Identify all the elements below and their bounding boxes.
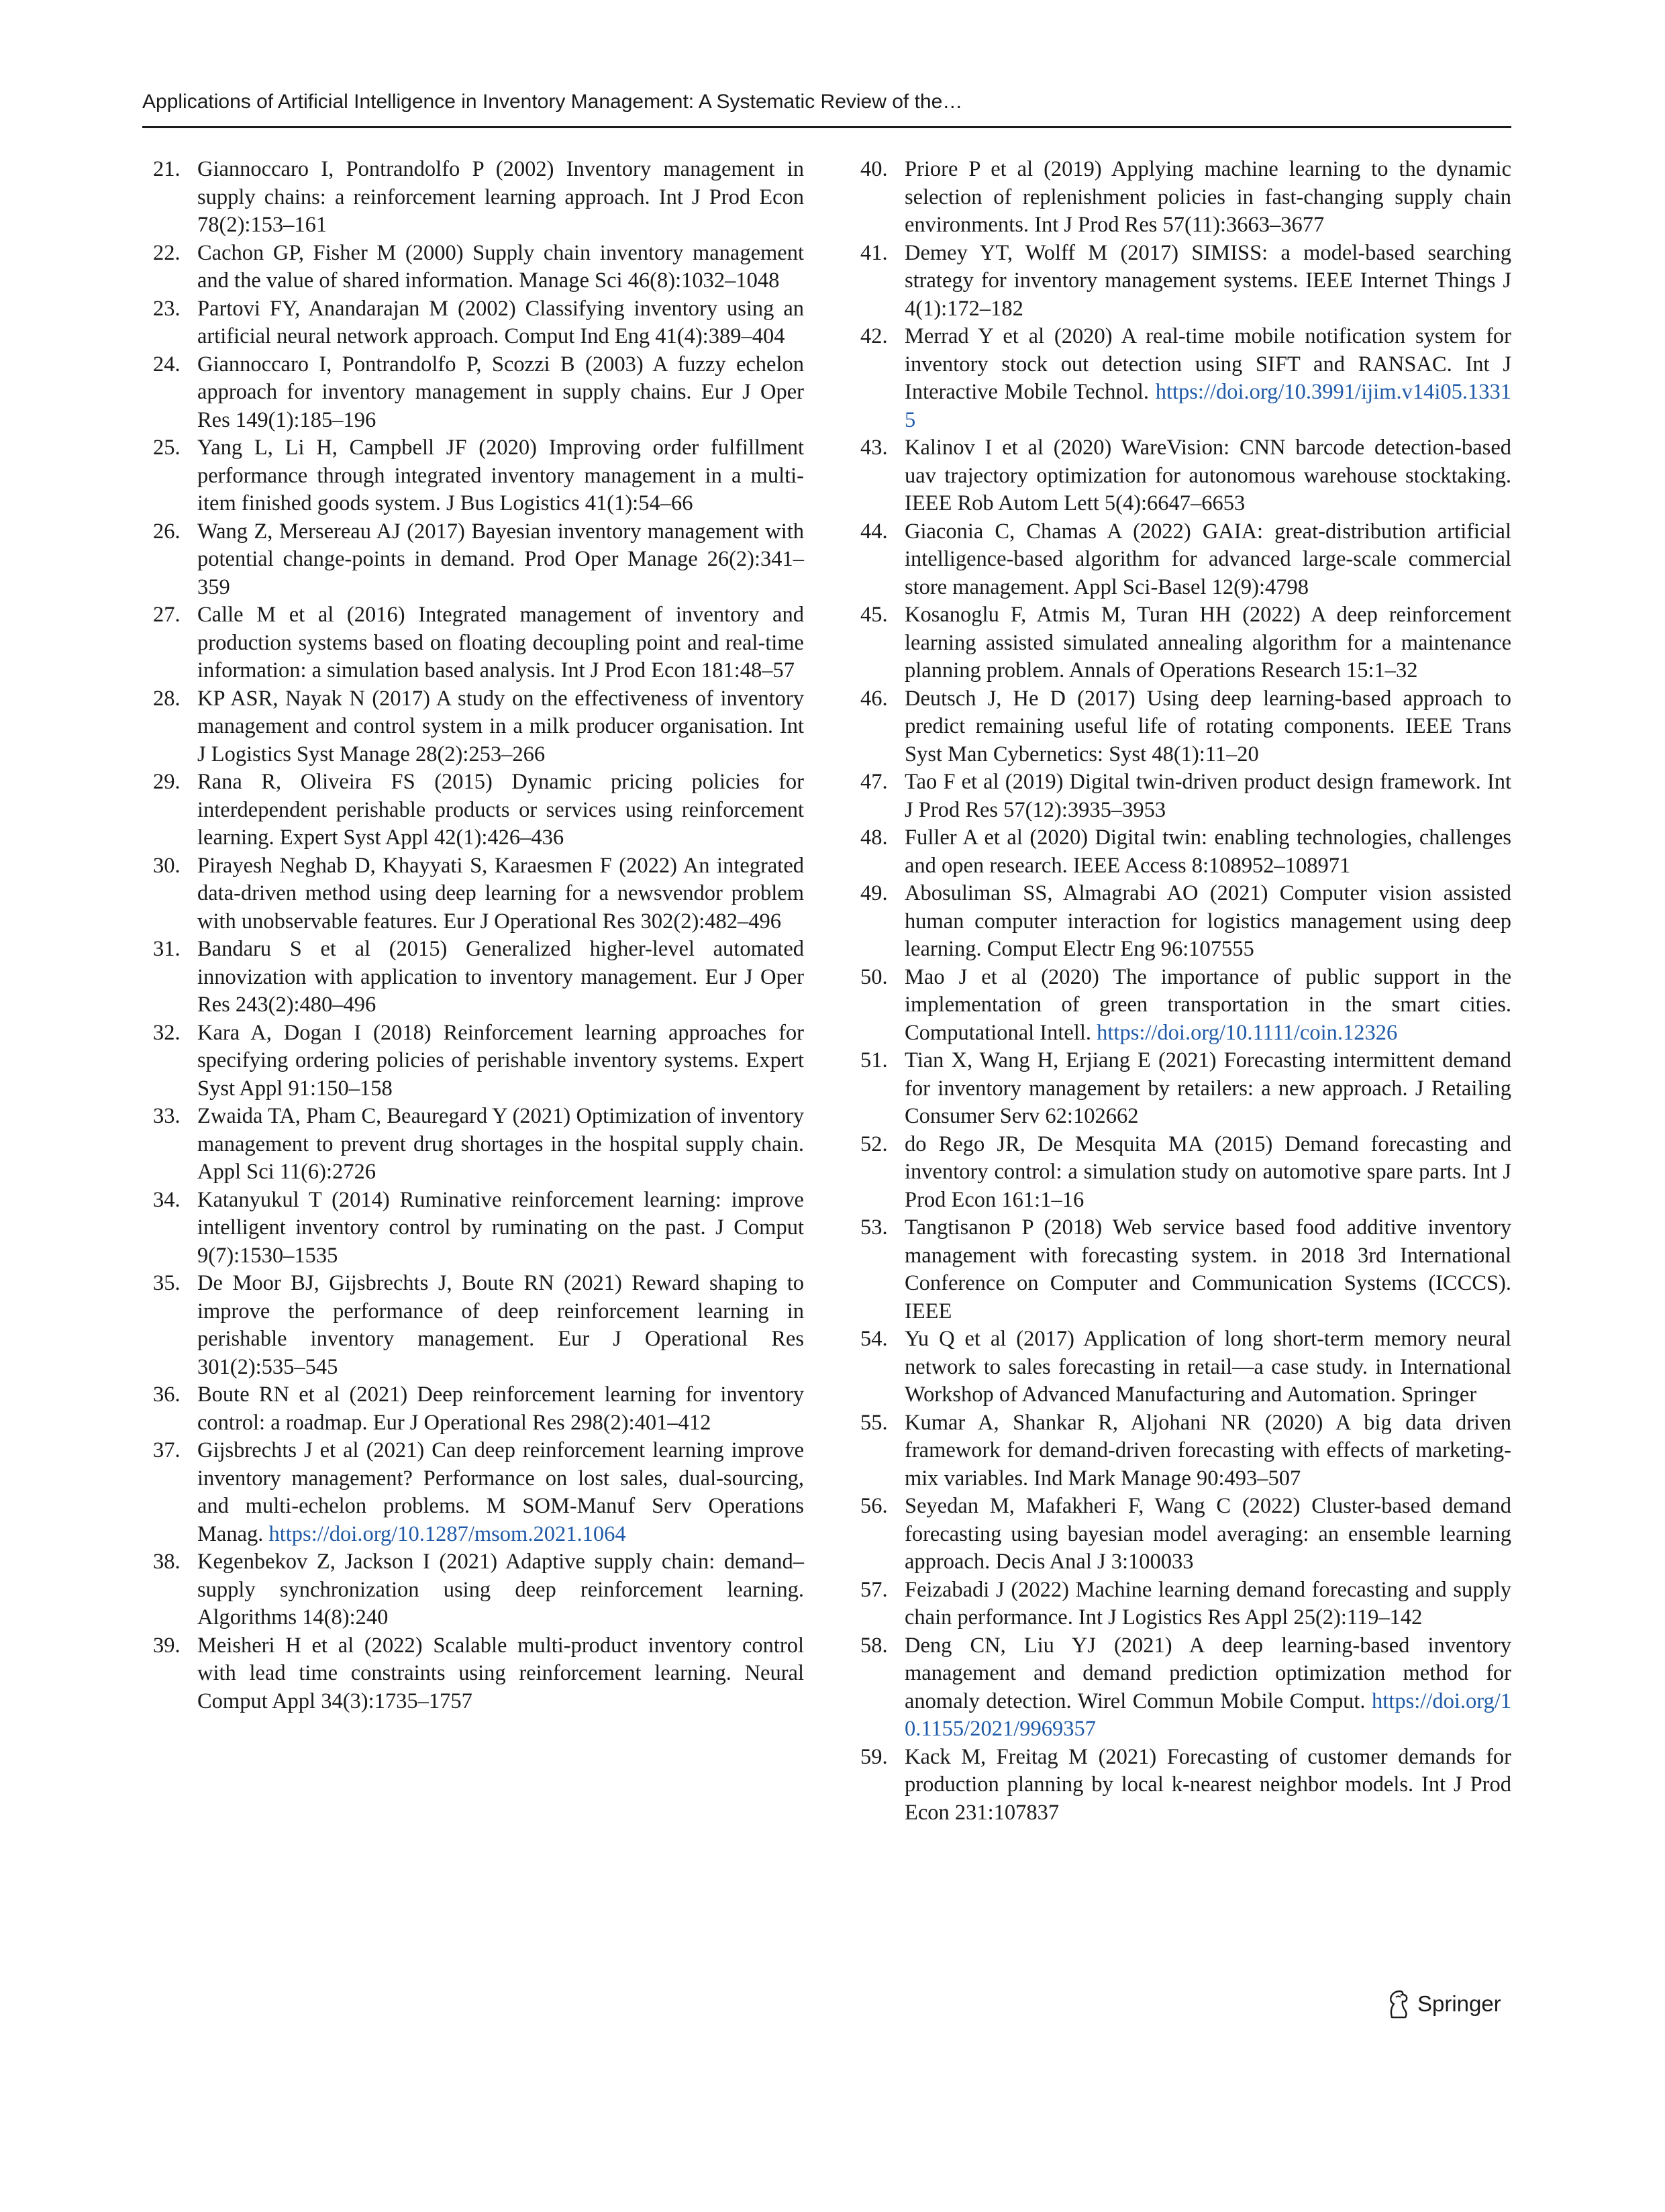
- reference-entry: [860, 601, 1511, 685]
- reference-text: [905, 964, 1511, 1048]
- reference-list-right: [860, 156, 1511, 1827]
- reference-text: [905, 323, 1511, 434]
- springer-horse-icon: [1385, 1989, 1411, 2019]
- reference-entry: [153, 852, 804, 936]
- reference-number: 35.: [153, 1271, 181, 1295]
- reference-text: [197, 1437, 804, 1548]
- reference-number: 34.: [153, 1187, 181, 1212]
- reference-citation: Giannoccaro I, Pontrandolfo P, Scozzi B (2003) A fuzzy echelon approach for inventory management in supply chains. Eur J Oper Res 149(1):185–196: [197, 352, 804, 432]
- reference-citation: Kegenbekov Z, Jackson I (2021) Adaptive supply chain: demand–supply synchronization using deep reinforcement learning. Algorithms 14(8):240: [197, 1550, 804, 1629]
- reference-entry: [860, 768, 1511, 824]
- reference-number: 57.: [860, 1577, 888, 1602]
- reference-text: [905, 156, 1511, 240]
- reference-citation: De Moor BJ, Gijsbrechts J, Boute RN (2021) Reward shaping to improve the performance of deep reinforcement learning in perishable inventory management. Eur J Operational Res 301(2):535–545: [197, 1271, 804, 1379]
- reference-citation: Cachon GP, Fisher M (2000) Supply chain inventory management and the value of shared information. Manage Sci 46(8):1032–1048: [197, 240, 804, 293]
- reference-number: 59.: [860, 1744, 888, 1769]
- reference-citation: Partovi FY, Anandarajan M (2002) Classifying inventory using an artificial neural network approach. Comput Ind Eng 41(4):389–404: [197, 296, 804, 348]
- reference-citation: Tao F et al (2019) Digital twin-driven product design framework. Int J Prod Res 57(12):3935–3953: [905, 770, 1511, 822]
- reference-citation: Zwaida TA, Pham C, Beauregard Y (2021) Optimization of inventory management to prevent drug shortages in the hospital supply chain. Appl Sci 11(6):2726: [197, 1104, 804, 1184]
- reference-text: [197, 936, 804, 1019]
- reference-text: [197, 1632, 804, 1716]
- reference-entry: [860, 964, 1511, 1048]
- reference-text: [197, 1548, 804, 1632]
- reference-entry: [860, 1632, 1511, 1744]
- reference-entry: [153, 1019, 804, 1103]
- reference-number: 40.: [860, 157, 888, 181]
- reference-number: 48.: [860, 825, 888, 850]
- reference-citation: Deutsch J, He D (2017) Using deep learning-based approach to predict remaining useful life of rotating components. IEEE Trans Syst Man Cybernetics: Syst 48(1):11–20: [905, 686, 1511, 766]
- reference-entry: [153, 1187, 804, 1270]
- reference-citation: Kumar A, Shankar R, Aljohani NR (2020) A big data driven framework for demand-driven forecasting with effects of marketing-mix variables. Ind Mark Manage 90:493–507: [905, 1410, 1511, 1491]
- reference-text: [905, 1744, 1511, 1827]
- reference-number: 22.: [153, 240, 181, 265]
- reference-entry: [153, 1437, 804, 1548]
- reference-citation: Priore P et al (2019) Applying machine learning to the dynamic selection of replenishment policies in fast-changing supply chain environments. Int J Prod Res 57(11):3663–3677: [905, 157, 1511, 237]
- reference-text: [197, 1381, 804, 1437]
- reference-entry: [860, 434, 1511, 518]
- reference-citation: Deng CN, Liu YJ (2021) A deep learning-based inventory management and demand prediction optimization method for anomaly detection. Wirel Commun Mobile Comput.: [905, 1633, 1511, 1713]
- reference-entry: [860, 156, 1511, 240]
- doi-link[interactable]: https://doi.org/10.1155/2021/9969357: [905, 1689, 1511, 1741]
- reference-number: 30.: [153, 853, 181, 878]
- reference-entry: [860, 1325, 1511, 1409]
- reference-citation: Boute RN et al (2021) Deep reinforcement learning for inventory control: a roadmap. Eur J Operational Res 298(2):401–412: [197, 1382, 804, 1435]
- reference-text: [905, 1131, 1511, 1215]
- reference-number: 52.: [860, 1132, 888, 1156]
- reference-citation: Meisheri H et al (2022) Scalable multi-product inventory control with lead time constraints using reinforcement learning. Neural Comput Appl 34(3):1735–1757: [197, 1633, 804, 1713]
- reference-entry: [860, 323, 1511, 434]
- reference-entry: [860, 1744, 1511, 1827]
- reference-citation: Yang L, Li H, Campbell JF (2020) Improving order fulfillment performance through integrated inventory management in a multi-item finished goods system. J Bus Logistics 41(1):54–66: [197, 436, 804, 515]
- reference-text: [197, 1270, 804, 1381]
- reference-citation: KP ASR, Nayak N (2017) A study on the effectiveness of inventory management and control system in a milk producer organisation. Int J Logistics Syst Manage 28(2):253–266: [197, 686, 804, 766]
- reference-number: 37.: [153, 1438, 181, 1462]
- doi-link[interactable]: https://doi.org/10.1111/coin.12326: [1097, 1020, 1398, 1045]
- reference-entry: [860, 1493, 1511, 1576]
- reference-text: [905, 685, 1511, 769]
- reference-text: [197, 768, 804, 852]
- reference-citation: Tangtisanon P (2018) Web service based food additive inventory management with forecasting system. in 2018 3rd International Conference on Computer and Communication Systems (ICCCS). IEEE: [905, 1215, 1511, 1323]
- reference-text: [197, 295, 804, 351]
- reference-number: 23.: [153, 296, 181, 321]
- reference-number: 25.: [153, 436, 181, 460]
- reference-text: [197, 351, 804, 435]
- reference-number: 27.: [153, 603, 181, 627]
- reference-citation: Pirayesh Neghab D, Khayyati S, Karaesmen F (2022) An integrated data-driven method using deep learning for a newsvendor problem with unobservable features. Eur J Operational Res 302(2):482–496: [197, 853, 804, 934]
- reference-number: 51.: [860, 1048, 888, 1072]
- reference-entry: [153, 601, 804, 685]
- reference-text: [197, 156, 804, 240]
- reference-number: 54.: [860, 1327, 888, 1351]
- reference-text: [197, 434, 804, 518]
- reference-entry: [860, 240, 1511, 323]
- reference-citation: Giaconia C, Chamas A (2022) GAIA: great-distribution artificial intelligence-based algorithm for advanced large-scale commercial store management. Appl Sci-Basel 12(9):4798: [905, 519, 1511, 599]
- reference-text: [197, 240, 804, 295]
- reference-number: 44.: [860, 519, 888, 544]
- reference-text: [197, 1103, 804, 1187]
- reference-text: [905, 1214, 1511, 1325]
- reference-entry: [153, 351, 804, 435]
- header-rule: [142, 126, 1511, 128]
- reference-entry: [153, 1632, 804, 1716]
- reference-text: [905, 1325, 1511, 1409]
- reference-citation: Rana R, Oliveira FS (2015) Dynamic pricing policies for interdependent perishable products or services using reinforcement learning. Expert Syst Appl 42(1):426–436: [197, 770, 804, 850]
- reference-number: 33.: [153, 1104, 181, 1128]
- reference-entry: [860, 685, 1511, 769]
- reference-entry: [153, 1548, 804, 1632]
- running-head: Applications of Artificial Intelligence in Inventory Management: A Systematic Review of the…: [142, 91, 963, 113]
- reference-citation: Yu Q et al (2017) Application of long short-term memory neural network to sales forecasting in retail—a case study. in International Workshop of Advanced Manufacturing and Automation. Springer: [905, 1327, 1511, 1407]
- reference-number: 29.: [153, 770, 181, 794]
- reference-citation: do Rego JR, De Mesquita MA (2015) Demand forecasting and inventory control: a simulation study on automotive spare parts. Int J Prod Econ 161:1–16: [905, 1132, 1511, 1212]
- reference-citation: Calle M et al (2016) Integrated management of inventory and production systems based on floating decoupling point and real-time information: a simulation based analysis. Int J Prod Econ 181:48–57: [197, 603, 804, 683]
- reference-entry: [860, 824, 1511, 880]
- reference-number: 45.: [860, 603, 888, 627]
- reference-text: [905, 601, 1511, 685]
- reference-text: [905, 240, 1511, 323]
- reference-citation: Gijsbrechts J et al (2021) Can deep reinforcement learning improve inventory management? Performance on lost sales, dual-sourcing, and multi-echelon problems. M SOM-Manuf Serv Operations Manag.: [197, 1438, 804, 1546]
- reference-number: 47.: [860, 770, 888, 794]
- reference-citation: Fuller A et al (2020) Digital twin: enabling technologies, challenges and open research. IEEE Access 8:108952–108971: [905, 825, 1511, 878]
- reference-entry: [860, 518, 1511, 602]
- reference-entry: [153, 685, 804, 769]
- reference-entry: [153, 295, 804, 351]
- reference-text: [905, 1576, 1511, 1632]
- reference-list-left: [153, 156, 804, 1715]
- reference-number: 43.: [860, 436, 888, 460]
- reference-number: 46.: [860, 686, 888, 711]
- reference-number: 50.: [860, 964, 888, 989]
- reference-entry: [153, 768, 804, 852]
- reference-citation: Abosuliman SS, Almagrabi AO (2021) Computer vision assisted human computer interaction for logistics management using deep learning. Comput Electr Eng 96:107555: [905, 881, 1511, 961]
- reference-entry: [153, 936, 804, 1019]
- reference-number: 31.: [153, 937, 181, 961]
- reference-number: 24.: [153, 352, 181, 376]
- reference-text: [905, 1493, 1511, 1576]
- reference-entry: [153, 1381, 804, 1437]
- reference-citation: Kosanoglu F, Atmis M, Turan HH (2022) A deep reinforcement learning assisted simulated annealing algorithm for a maintenance planning problem. Annals of Operations Research 15:1–32: [905, 603, 1511, 683]
- reference-text: [197, 518, 804, 602]
- reference-number: 41.: [860, 240, 888, 265]
- reference-citation: Kack M, Freitag M (2021) Forecasting of customer demands for production planning by local k-nearest neighbor models. Int J Prod Econ 231:107837: [905, 1744, 1511, 1825]
- reference-number: 53.: [860, 1215, 888, 1240]
- reference-number: 55.: [860, 1410, 888, 1435]
- reference-text: [197, 1187, 804, 1270]
- reference-text: [905, 518, 1511, 602]
- reference-number: 38.: [153, 1550, 181, 1574]
- reference-citation: Kalinov I et al (2020) WareVision: CNN barcode detection-based uav trajectory optimization for autonomous warehouse stocktaking. IEEE Rob Autom Lett 5(4):6647–6653: [905, 436, 1511, 515]
- reference-entry: [860, 880, 1511, 964]
- reference-number: 56.: [860, 1494, 888, 1518]
- reference-text: [905, 1632, 1511, 1744]
- reference-entry: [153, 156, 804, 240]
- reference-text: [197, 601, 804, 685]
- reference-citation: Giannoccaro I, Pontrandolfo P (2002) Inventory management in supply chains: a reinforcement learning approach. Int J Prod Econ 78(2):153–161: [197, 157, 804, 237]
- reference-entry: [860, 1576, 1511, 1632]
- reference-citation: Merrad Y et al (2020) A real-time mobile notification system for inventory stock out detection using SIFT and RANSAC. Int J Interactive Mobile Technol.: [905, 324, 1511, 404]
- reference-entry: [153, 240, 804, 295]
- reference-entry: [153, 434, 804, 518]
- reference-citation: Feizabadi J (2022) Machine learning demand forecasting and supply chain performance. Int J Logistics Res Appl 25(2):119–142: [905, 1577, 1511, 1629]
- reference-number: 39.: [153, 1633, 181, 1658]
- reference-citation: Demey YT, Wolff M (2017) SIMISS: a model-based searching strategy for inventory management systems. IEEE Internet Things J 4(1):172–182: [905, 240, 1511, 321]
- reference-entry: [860, 1131, 1511, 1215]
- publisher-mark: [1385, 1987, 1501, 2021]
- reference-text: [197, 685, 804, 769]
- reference-entry: [860, 1214, 1511, 1325]
- reference-citation: Tian X, Wang H, Erjiang E (2021) Forecasting intermittent demand for inventory management by retailers: a new approach. J Retailing Consumer Serv 62:102662: [905, 1048, 1511, 1128]
- reference-entry: [860, 1047, 1511, 1131]
- reference-number: 49.: [860, 881, 888, 905]
- reference-text: [905, 880, 1511, 964]
- reference-number: 26.: [153, 519, 181, 544]
- reference-citation: Katanyukul T (2014) Ruminative reinforcement learning: improve intelligent inventory control by ruminating on the past. J Comput 9(7):1530–1535: [197, 1187, 804, 1268]
- reference-number: 21.: [153, 157, 181, 181]
- reference-number: 32.: [153, 1020, 181, 1045]
- publisher-name: Springer: [1417, 1991, 1501, 2016]
- reference-entry: [153, 1103, 804, 1187]
- reference-citation: Bandaru S et al (2015) Generalized higher-level automated innovization with application to inventory management. Eur J Oper Res 243(2):480–496: [197, 937, 804, 1017]
- doi-link[interactable]: https://doi.org/10.3991/ijim.v14i05.13315: [905, 380, 1511, 432]
- reference-text: [197, 852, 804, 936]
- reference-number: 28.: [153, 686, 181, 711]
- reference-number: 36.: [153, 1382, 181, 1407]
- reference-entry: [860, 1409, 1511, 1493]
- reference-text: [905, 768, 1511, 824]
- reference-number: 58.: [860, 1633, 888, 1658]
- doi-link[interactable]: https://doi.org/10.1287/msom.2021.1064: [268, 1521, 626, 1546]
- reference-text: [905, 434, 1511, 518]
- reference-citation: Kara A, Dogan I (2018) Reinforcement learning approaches for specifying ordering policies of perishable inventory systems. Expert Syst Appl 91:150–158: [197, 1020, 804, 1101]
- reference-text: [197, 1019, 804, 1103]
- reference-citation: Wang Z, Mersereau AJ (2017) Bayesian inventory management with potential change-points in demand. Prod Oper Manage 26(2):341–359: [197, 519, 804, 599]
- reference-entry: [153, 518, 804, 602]
- reference-citation: Seyedan M, Mafakheri F, Wang C (2022) Cluster-based demand forecasting using bayesian model averaging: an ensemble learning approach. Decis Anal J 3:100033: [905, 1494, 1511, 1574]
- reference-text: [905, 824, 1511, 880]
- reference-entry: [153, 1270, 804, 1381]
- reference-number: 42.: [860, 324, 888, 348]
- reference-text: [905, 1047, 1511, 1131]
- reference-text: [905, 1409, 1511, 1493]
- reference-citation: Mao J et al (2020) The importance of public support in the implementation of green transportation in the smart cities. Computational Intell.: [905, 964, 1511, 1045]
